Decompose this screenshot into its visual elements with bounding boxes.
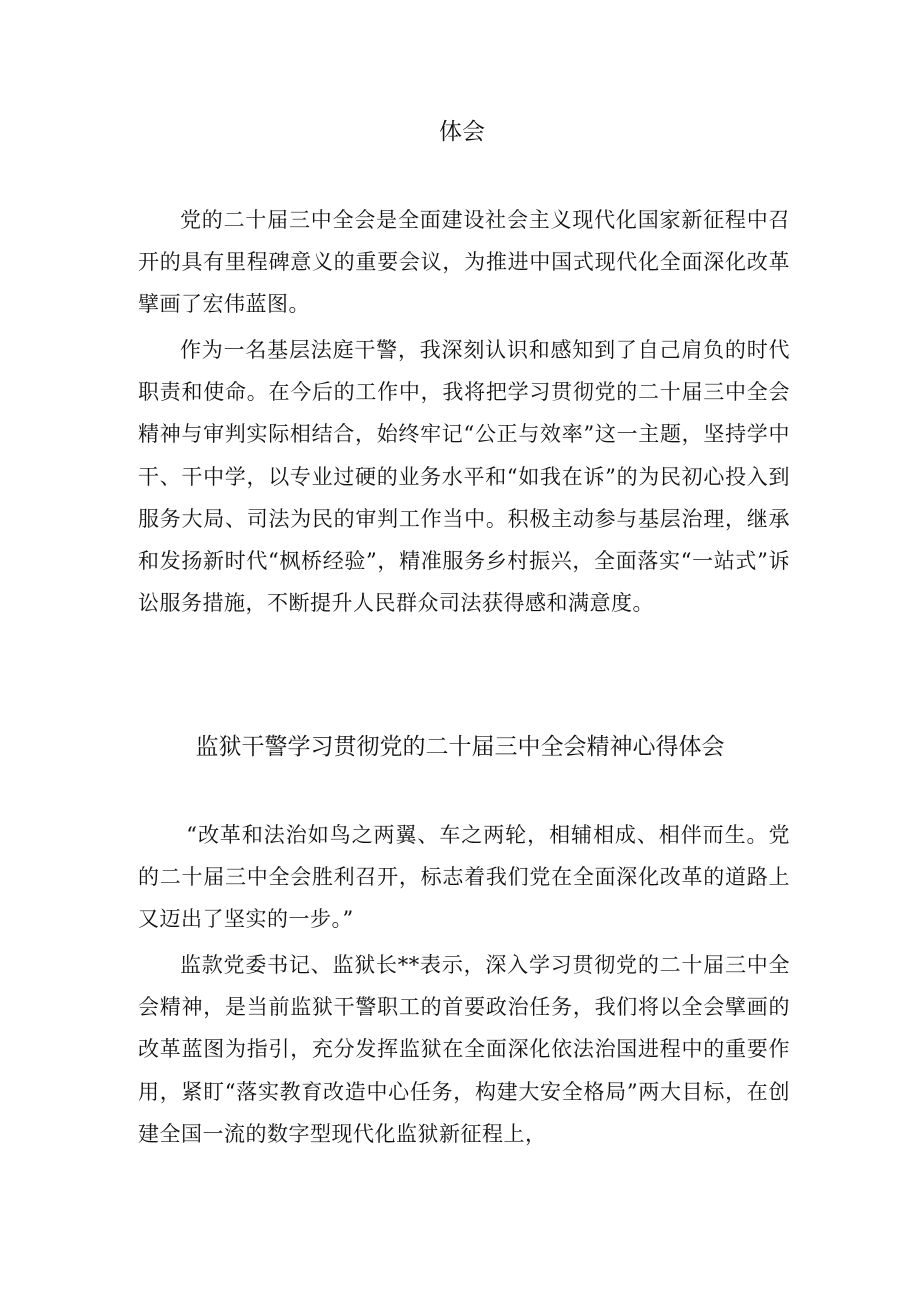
section-title-continued: 体会 xyxy=(439,119,485,145)
section-title: 监狱干警学习贯彻党的二十届三中全会精神心得体会 xyxy=(195,734,725,760)
paragraph: 作为一名基层法庭干警，我深刻认识和感知到了自己肩负的时代职责和使命。在今后的工作中，我将把学习贯彻党的二十届三中全会精神与审判实际相结合，始终牢记“公正与效率”这一主题，坚持学中干、干中学，以专业过硬的业务水平和“如我在诉”的为民初心投入到服务大局、司法为民的审判工作当中。积极主动参与基层治理，继承和发扬新时代“枫桥经验”，精准服务乡村振兴，全面落实“一站式”诉讼服务措施，不断提升人民群众司法获得感和满意度。 xyxy=(138,338,790,616)
paragraph: 监款党委书记、监狱长**表示，深入学习贯彻党的二十届三中全会精神，是当前监狱干警职工的首要政治任务，我们将以全会擘画的改革蓝图为指引，充分发挥监狱在全面深化依法治国进程中的重要作用，紧盯“落实教育改造中心任务，构建大安全格局”两大目标，在创建全国一流的数字型现代化监狱新征程上， xyxy=(138,953,790,1146)
paragraph-quote: “改革和法治如鸟之两翼、车之两轮，相辅相成、相伴而生。党的二十届三中全会胜利召开，标志着我们党在全面深化改革的道路上又迈出了坚实的一步。” xyxy=(138,823,790,932)
paragraph: 党的二十届三中全会是全面建设社会主义现代化国家新征程中召开的具有里程碑意义的重要会议，为推进中国式现代化全面深化改革擘画了宏伟蓝图。 xyxy=(138,208,790,317)
